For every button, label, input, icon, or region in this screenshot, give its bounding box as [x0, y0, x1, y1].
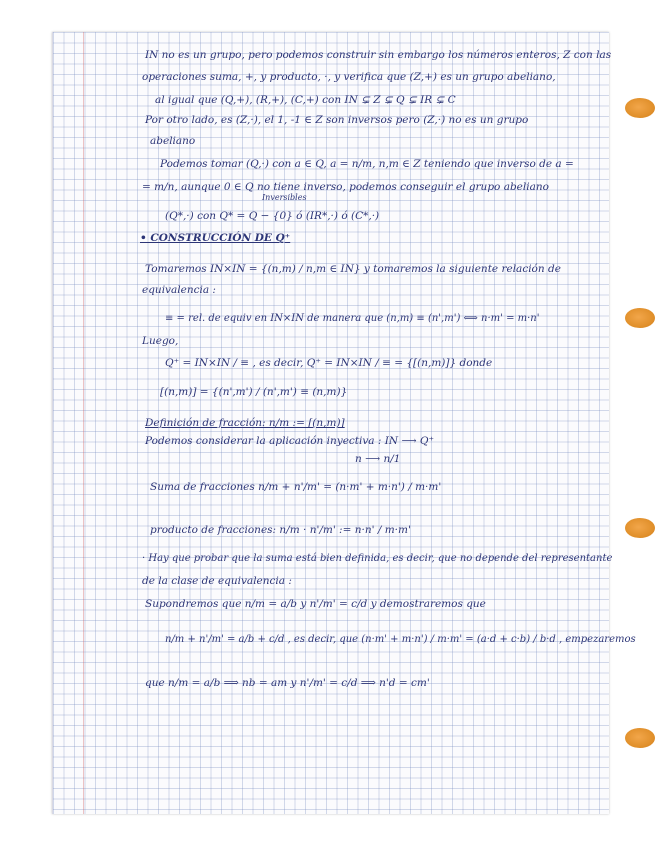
handwritten-line: de la clase de equivalencia : — [142, 575, 292, 587]
inversibles-note: Inversibles — [262, 193, 307, 202]
handwritten-line: n/m + n'/m' = a/b + c/d , es decir, que (n·m' + m·n') / m·m' = (a·d + c·b) / b·d , empezaremos — [165, 634, 636, 645]
handwritten-line: al igual que (Q,+), (R,+), (C,+) con IN ⊊ Z ⊊ Q ⊊ IR ⊊ C — [155, 94, 456, 106]
handwritten-line: Tomaremos IN×IN = {(n,m) / n,m ∈ IN} y tomaremos la siguiente relación de — [145, 263, 561, 275]
section-heading: • CONSTRUCCIÓN DE Q⁺ — [140, 232, 291, 244]
handwritten-line: equivalencia : — [142, 284, 216, 296]
definition-line: Definición de fracción: n/m := [(n,m)] — [145, 417, 345, 429]
handwritten-line: (Q*,·) con Q* = Q − {0} ó (IR*,·) ó (C*,·) — [165, 210, 380, 222]
binder-hole — [625, 728, 655, 748]
handwritten-line: IN no es un grupo, pero podemos construir sin embargo los números enteros, Z con las — [145, 49, 612, 61]
handwritten-line: = m/n, aunque 0 ∈ Q no tiene inverso, podemos conseguir el grupo abeliano — [142, 181, 549, 193]
binder-hole — [625, 98, 655, 118]
handwritten-line: ≡ = rel. de equiv en IN×IN de manera que (n,m) ≡ (n',m') ⟺ n·m' = m·n' — [165, 313, 540, 324]
product-definition: producto de fracciones: n/m · n'/m' := n·n' / m·m' — [150, 524, 411, 536]
handwritten-line: Supondremos que n/m = a/b y n'/m' = c/d y demostraremos que — [145, 598, 486, 610]
handwritten-line: [(n,m)] = {(n',m') / (n',m') ≡ (n,m)} — [160, 386, 348, 398]
binder-hole — [625, 308, 655, 328]
handwritten-line: Podemos considerar la aplicación inyectiva : IN ⟶ Q⁺ — [145, 435, 434, 447]
handwritten-line: n ⟶ n/1 — [355, 453, 401, 465]
margin-line — [83, 32, 84, 814]
handwritten-line: Luego, — [142, 335, 179, 347]
handwritten-line: operaciones suma, +, y producto, ·, y verifica que (Z,+) es un grupo abeliano, — [142, 71, 556, 83]
handwritten-line: Podemos tomar (Q,·) con a ∈ Q, a = n/m, n,m ∈ Z teniendo que inverso de a = — [160, 158, 574, 170]
sum-definition: Suma de fracciones n/m + n'/m' = (n·m' + m·n') / m·m' — [150, 481, 442, 493]
handwritten-line: Por otro lado, es (Z,·), el 1, -1 ∈ Z son inversos pero (Z,·) no es un grupo — [145, 114, 529, 126]
handwritten-line: abeliano — [150, 135, 196, 147]
handwritten-line: Q⁺ = IN×IN / ≡ , es decir, Q⁺ = IN×IN / ≡ = {[(n,m)]} donde — [165, 357, 493, 369]
binder-hole — [625, 518, 655, 538]
handwritten-line: que n/m = a/b ⟹ nb = am y n'/m' = c/d ⟹ n'd = cm' — [145, 677, 430, 689]
handwritten-line: · Hay que probar que la suma está bien definida, es decir, que no depende del representante — [142, 553, 613, 564]
